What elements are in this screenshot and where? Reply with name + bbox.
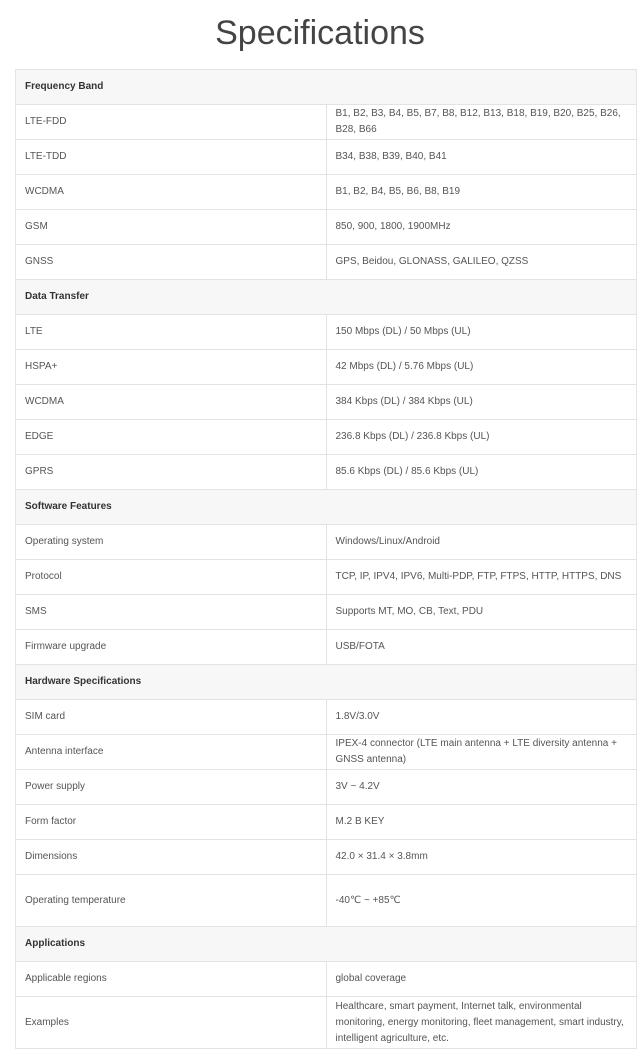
spec-value: -40℃ ~ +85℃ <box>326 875 637 927</box>
spec-row <box>16 962 637 997</box>
section-title: Software Features <box>16 490 637 525</box>
spec-value: global coverage <box>326 962 637 997</box>
spec-value: 384 Kbps (DL) / 384 Kbps (UL) <box>326 385 637 420</box>
spec-label: Operating system <box>16 525 327 560</box>
spec-value: Windows/Linux/Android <box>326 525 637 560</box>
spec-value: 42 Mbps (DL) / 5.76 Mbps (UL) <box>326 350 637 385</box>
spec-row <box>16 735 637 770</box>
spec-label: Protocol <box>16 560 327 595</box>
spec-row <box>16 385 637 420</box>
spec-row <box>16 525 637 560</box>
spec-label: Power supply <box>16 770 327 805</box>
spec-row <box>16 175 637 210</box>
spec-row <box>16 245 637 280</box>
spec-row <box>16 770 637 805</box>
page-title: Specifications <box>215 14 425 52</box>
spec-row <box>16 875 637 927</box>
spec-label: Firmware upgrade <box>16 630 327 665</box>
spec-label: Operating temperature <box>16 875 327 927</box>
spec-label: Dimensions <box>16 840 327 875</box>
spec-value: TCP, IP, IPV4, IPV6, Multi-PDP, FTP, FTPS, HTTP, HTTPS, DNS <box>326 560 637 595</box>
spec-value: USB/FOTA <box>326 630 637 665</box>
spec-row <box>16 105 637 140</box>
section-title: Frequency Band <box>16 70 637 105</box>
section-header-row <box>16 490 637 525</box>
spec-value: 3V ~ 4.2V <box>326 770 637 805</box>
spec-row <box>16 805 637 840</box>
section-title: Data Transfer <box>16 280 637 315</box>
spec-label: EDGE <box>16 420 327 455</box>
spec-value: B1, B2, B4, B5, B6, B8, B19 <box>326 175 637 210</box>
spec-label: GPRS <box>16 455 327 490</box>
spec-row <box>16 700 637 735</box>
spec-value: IPEX-4 connector (LTE main antenna + LTE diversity antenna + GNSS antenna) <box>326 735 637 770</box>
spec-row <box>16 630 637 665</box>
spec-label: WCDMA <box>16 385 327 420</box>
spec-row <box>16 595 637 630</box>
spec-row <box>16 210 637 245</box>
spec-value: Supports MT, MO, CB, Text, PDU <box>326 595 637 630</box>
spec-label: GNSS <box>16 245 327 280</box>
spec-label: GSM <box>16 210 327 245</box>
spec-value: 850, 900, 1800, 1900MHz <box>326 210 637 245</box>
spec-row <box>16 420 637 455</box>
spec-label: LTE <box>16 315 327 350</box>
spec-label: SMS <box>16 595 327 630</box>
section-title: Applications <box>16 927 637 962</box>
spec-value: 1.8V/3.0V <box>326 700 637 735</box>
spec-row <box>16 455 637 490</box>
spec-value: B1, B2, B3, B4, B5, B7, B8, B12, B13, B18, B19, B20, B25, B26, B28, B66 <box>326 105 637 140</box>
spec-row <box>16 997 637 1049</box>
spec-label: LTE-TDD <box>16 140 327 175</box>
spec-row <box>16 315 637 350</box>
spec-row <box>16 560 637 595</box>
spec-label: SIM card <box>16 700 327 735</box>
section-header-row <box>16 927 637 962</box>
spec-row <box>16 140 637 175</box>
spec-label: Applicable regions <box>16 962 327 997</box>
spec-value: GPS, Beidou, GLONASS, GALILEO, QZSS <box>326 245 637 280</box>
specifications-table <box>15 69 637 1049</box>
section-title: Hardware Specifications <box>16 665 637 700</box>
spec-row <box>16 350 637 385</box>
spec-label: Antenna interface <box>16 735 327 770</box>
spec-value: 42.0 × 31.4 × 3.8mm <box>326 840 637 875</box>
spec-label: WCDMA <box>16 175 327 210</box>
spec-value: B34, B38, B39, B40, B41 <box>326 140 637 175</box>
section-header-row <box>16 665 637 700</box>
specifications-table-body <box>16 70 637 1049</box>
spec-value: 150 Mbps (DL) / 50 Mbps (UL) <box>326 315 637 350</box>
section-header-row <box>16 70 637 105</box>
spec-value: M.2 B KEY <box>326 805 637 840</box>
spec-value: 85.6 Kbps (DL) / 85.6 Kbps (UL) <box>326 455 637 490</box>
spec-label: HSPA+ <box>16 350 327 385</box>
spec-label: LTE-FDD <box>16 105 327 140</box>
spec-row <box>16 840 637 875</box>
section-header-row <box>16 280 637 315</box>
spec-value: 236.8 Kbps (DL) / 236.8 Kbps (UL) <box>326 420 637 455</box>
spec-label: Examples <box>16 997 327 1049</box>
spec-label: Form factor <box>16 805 327 840</box>
spec-value: Healthcare, smart payment, Internet talk, environmental monitoring, energy monitoring, fleet management, smart industry, intelligent agriculture, etc. <box>326 997 637 1049</box>
